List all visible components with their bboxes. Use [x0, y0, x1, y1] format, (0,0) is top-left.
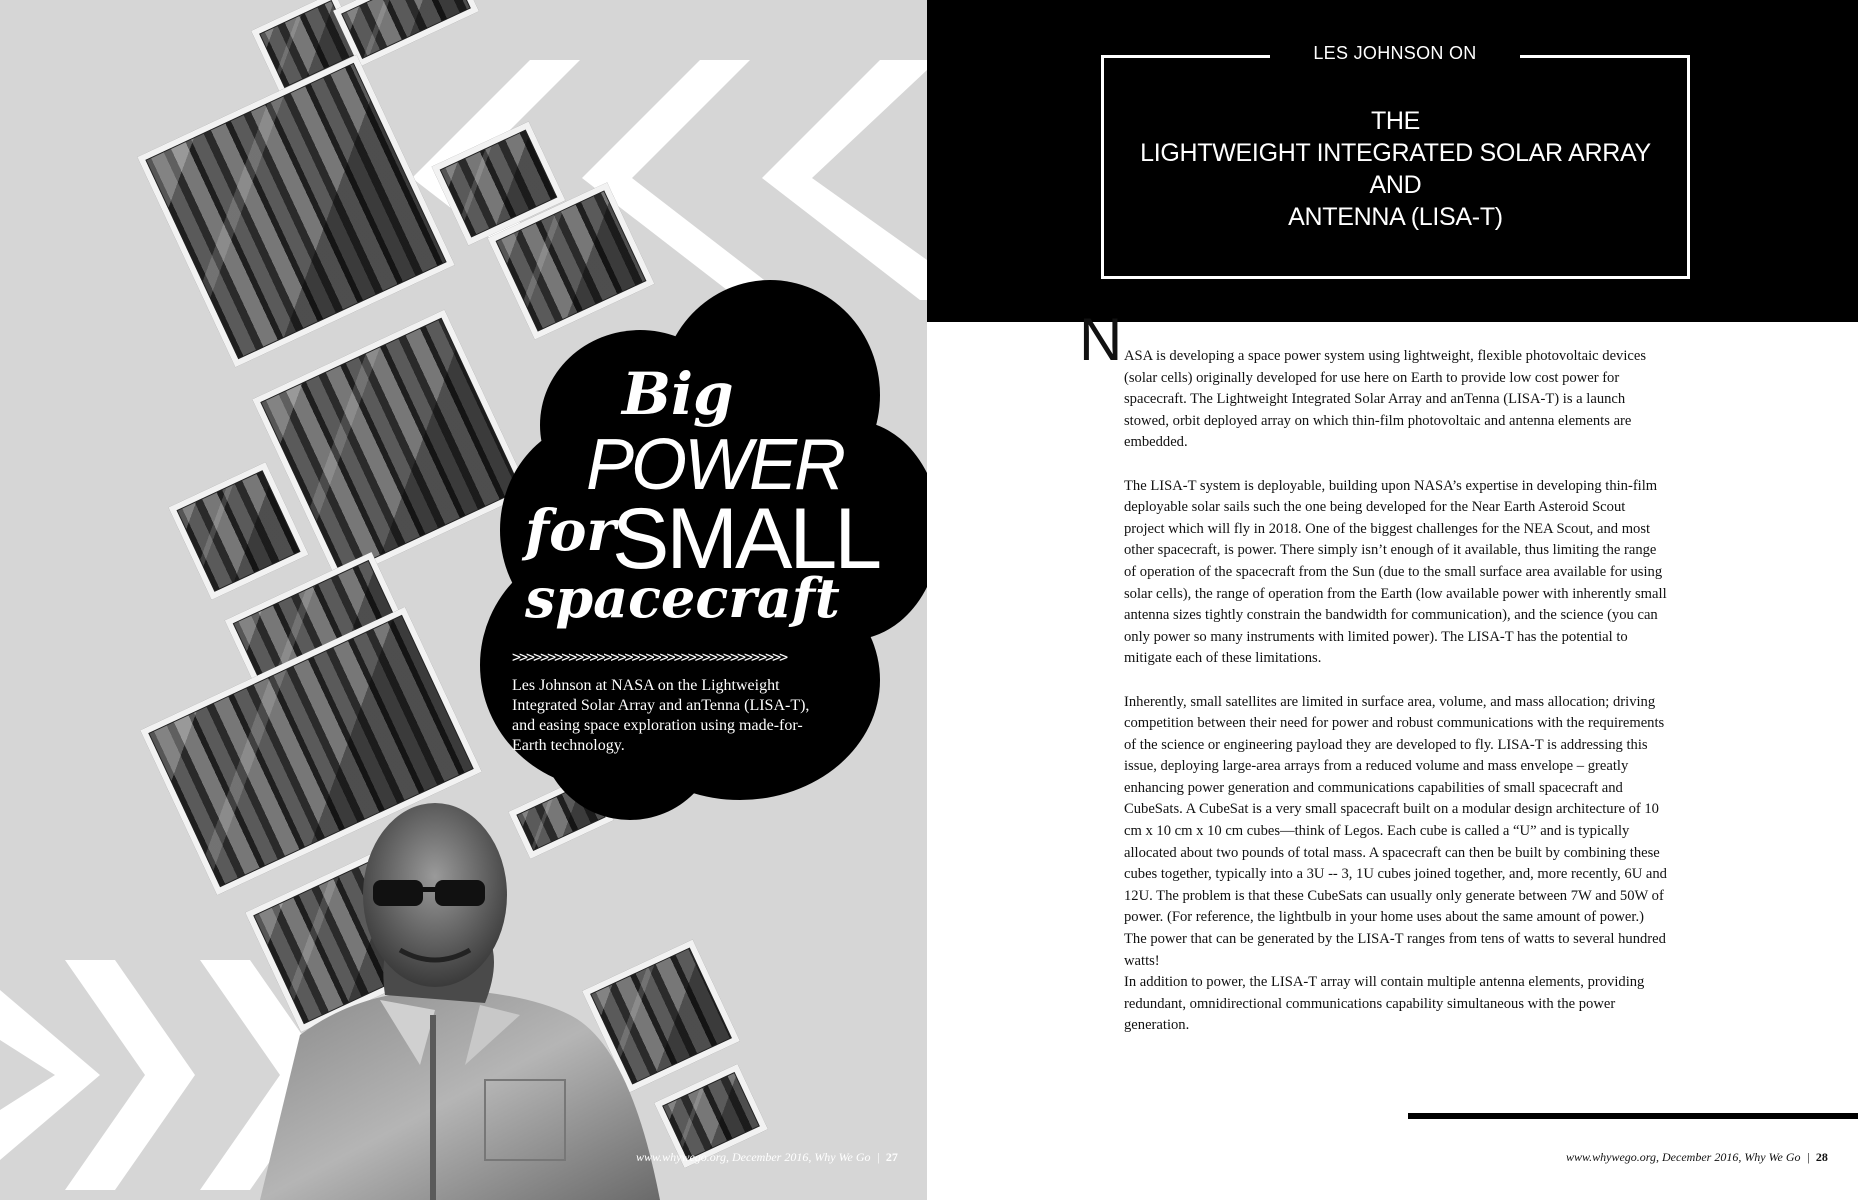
right-page	[927, 0, 1858, 1200]
author-kicker: LES JOHNSON ON	[1313, 43, 1477, 63]
headline-word-small: SMALL	[612, 491, 880, 587]
title-line: LIGHTWEIGHT INTEGRATED SOLAR ARRAY	[1140, 139, 1651, 167]
headline-word-spacecraft: spacecraft	[525, 566, 840, 630]
article-body	[1124, 346, 1669, 1059]
footer-separator: |	[876, 1150, 880, 1164]
page-footer-left	[636, 1150, 898, 1165]
article-paragraph: The LISA-T system is deployable, building upon NASA’s expertise in developing thin-film deployable solar sails such the one being developed for the Near Earth Asteroid Scout project which will fly in 2018. One of the biggest challenges for the NEA Scout, and most other spacecraft, is power. There simply isn’t enough of it available, thus limiting the range of operation of the spacecraft from the Sun (due to the small surface area available for using solar cells), the range of operation from the Earth (low available power with inherently small antenna sizes tightly constrain the bandwidth for communication), and the science (you can only power so many instruments with limited power). The LISA-T has the potential to mitigate each of these limitations.	[1124, 477, 1667, 667]
footer-rule	[1408, 1113, 1858, 1119]
page-number: 27	[885, 1150, 898, 1164]
article-paragraph: In addition to power, the LISA-T array will contain multiple antenna elements, providing redundant, omnidirectional communications capability simultaneous with the power generation.	[1124, 974, 1645, 1034]
article-paragraph: ASA is developing a space power system using lightweight, flexible photovoltaic devices (solar cells) originally developed for use here on Earth to provide low cost power for spacecraft. The Lightweight Integrated Solar Array and anTenna (LISA-T) is a launch stowed, orbit deployed array on which thin-film photovoltaic and antenna elements are embedded.	[1124, 348, 1647, 451]
drop-cap: N	[1079, 306, 1123, 373]
title-line: THE	[1370, 107, 1421, 135]
headline-word-for: for	[525, 498, 616, 564]
arrow-divider: >>>>>>>>>>>>>>>>>>>>>>>>>>>>>>>>>>>>>>>	[512, 648, 787, 666]
footer-separator: |	[1806, 1150, 1810, 1164]
article-caption: Les Johnson at NASA on the Lightweight Integrated Solar Array and anTenna (LISA-T), and easing space exploration using made-for-Earth technology.	[512, 677, 810, 754]
page-footer-right	[1566, 1150, 1828, 1165]
author-photo	[230, 775, 700, 1200]
title-line: ANTENNA (LISA-T)	[1288, 203, 1503, 231]
left-page	[0, 0, 927, 1200]
article-paragraph: Inherently, small satellites are limited in surface area, volume, and mass allocation; driving competition between their need for power and robust communications with the requirements of the science or engineering payload they are developed to fly. LISA-T is addressing this issue, deploying large-area arrays from a reduced volume and mass envelope – greatly enhancing power generation and communications capabilities of small spacecraft and CubeSats. A CubeSat is a very small spacecraft built on a modular design architecture of 10 cm x 10 cm x 10 cm cubes—think of Legos. Each cube is called a “U” and is typically allocated about two pounds of total mass. A spacecraft can then be built by combining these cubes together, typically into a 3U -- 3, 1U cubes joined together, and, more recently, 6U and 12U. The problem is that these CubeSats can usually only generate between 7W and 50W of power. (For reference, the lightbulb in your home uses about the same amount of power.) The power that can be generated by the LISA-T ranges from tens of watts to several hundred watts!	[1124, 693, 1667, 969]
headline-word-power: POWER	[586, 425, 844, 505]
page-number: 28	[1815, 1150, 1828, 1164]
article-title	[1101, 105, 1690, 233]
title-banner	[927, 0, 1858, 322]
headline-word-big: Big	[622, 360, 734, 428]
footer-text: www.whywego.org, December 2016, Why We Go	[1566, 1150, 1801, 1164]
footer-text: www.whywego.org, December 2016, Why We Go	[636, 1150, 871, 1164]
title-line: AND	[1369, 171, 1422, 199]
